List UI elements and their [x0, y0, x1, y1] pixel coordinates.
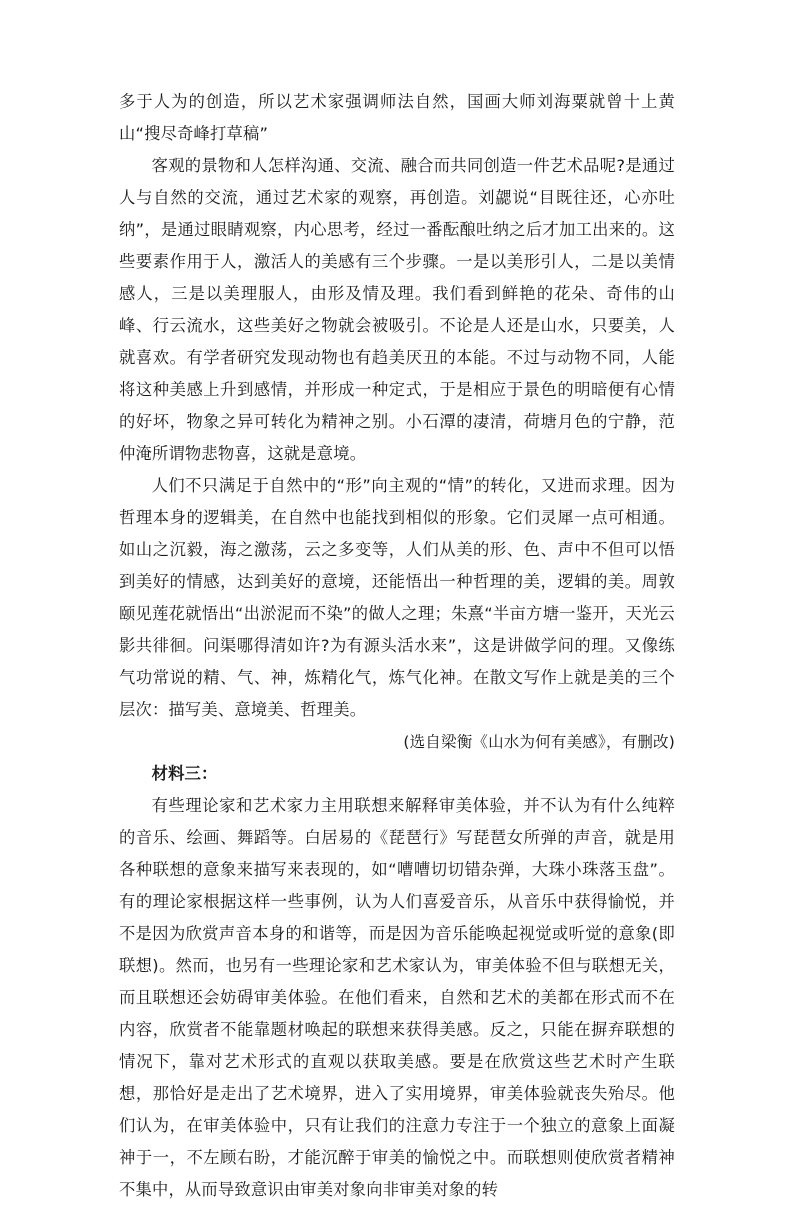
document-page: [119, 86, 675, 1206]
paragraph-interaction: 客观的景物和人怎样沟通、交流、融合而共同创造一件艺术品呢?是通过人与自然的交流，通过艺术家的观察，再创造。刘勰说“目既往还，心亦吐纳”，是通过眼睛观察，内心思考，经过一番酝酿吐纳之后才加工出来的。这些要素作用于人，激活人的美感有三个步骤。一是以美形引人，二是以美情感人，三是以美理服人，由形及情及理。我们看到鲜艳的花朵、奇伟的山峰、行云流水，这些美好之物就会被吸引。不论是人还是山水，只要美，人就喜欢。有学者研究发现动物也有趋美厌丑的本能。不过与动物不同，人能将这种美感上升到感情，并形成一种定式，于是相应于景色的明暗便有心情的好坏，物象之异可转化为精神之别。小石潭的凄清，荷塘月色的宁静，范仲淹所谓物悲物喜，这就是意境。: [119, 156, 675, 463]
source-citation: (选自梁衡《山水为何有美感》，有删改): [403, 733, 675, 751]
paragraph-association: 有些理论家和艺术家力主用联想来解释审美体验，并不认为有什么纯粹的音乐、绘画、舞蹈等。白居易的《琵琶行》写琵琶女所弹的声音，就是用各种联想的意象来描写来表现的，如“嘈嘈切切错杂弹，大珠小珠落玉盘”。有的理论家根据这样一些事例，认为人们喜爱音乐，从音乐中获得愉悦，并不是因为欣赏声音本身的和谐等，而是因为音乐能唤起视觉或听觉的意象(即联想)。然而，也另有一些理论家和艺术家认为，审美体验不但与联想无关，而且联想还会妨碍审美体验。在他们看来，自然和艺术的美都在形式而不在内容，欣赏者不能靠题材唤起的联想来获得美感。反之，只能在摒弃联想的情况下，靠对艺术形式的直观以获取美感。要是在欣赏这些艺术时产生联想，那恰好是走出了艺术境界，进入了实用境界，审美体验就丧失殆尽。他们认为，在审美体验中，只有让我们的注意力专注于一个独立的意象上面凝神于一，不左顾右盼，才能沉醉于审美的愉悦之中。而联想则使欣赏者精神不集中，从而导致意识由审美对象向非审美对象的转: [119, 796, 675, 1199]
paragraph-philosophy: 人们不只满足于自然中的“形”向主观的“情”的转化，又进而求理。因为哲理本身的逻辑美，在自然中也能找到相似的形象。它们灵犀一点可相通。如山之沉毅，海之激荡，云之多变等，人们从美的形、色、声中不但可以悟到美好的情感，达到美好的意境，还能悟出一种哲理的美，逻辑的美。周敦颐见莲花就悟出“出淤泥而不染”的做人之理；朱熹“半亩方塘一鉴开，天光云影共徘徊。问渠哪得清如许?为有源头活水来”，这是讲做学问的理。又像练气功常说的精、气、神，炼精化气，炼气化神。在散文写作上就是美的三个层次：描写美、意境美、哲理美。: [119, 476, 675, 719]
paragraph-continuation: 多于人为的创造，所以艺术家强调师法自然，国画大师刘海粟就曾十上黄山“搜尽奇峰打草稿”: [119, 92, 675, 143]
section-heading: 材料三：: [151, 764, 218, 783]
